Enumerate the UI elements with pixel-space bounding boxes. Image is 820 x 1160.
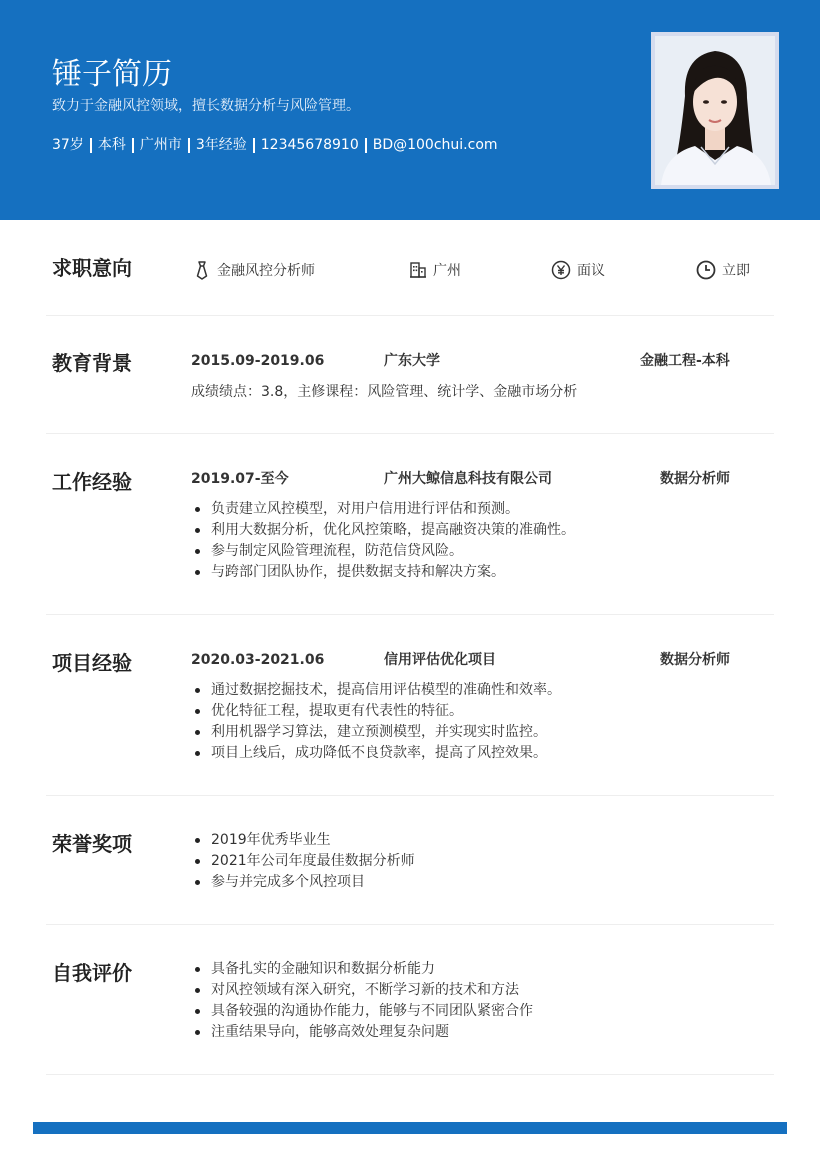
education-major: 金融工程-本科 bbox=[640, 353, 730, 369]
footer-accent-bar bbox=[33, 1122, 787, 1134]
resume-header bbox=[0, 0, 820, 220]
list-item: 对风控领域有深入研究，不断学习新的技术和方法 bbox=[192, 980, 533, 1001]
self-evaluation-section bbox=[46, 925, 774, 1075]
intent-salary bbox=[551, 260, 605, 280]
tie-icon bbox=[193, 260, 211, 280]
city-info: 广州市 bbox=[139, 137, 182, 153]
resume-tagline: 致力于金融风控领域，擅长数据分析与风险管理。 bbox=[52, 98, 360, 114]
clock-icon bbox=[696, 260, 716, 280]
info-separator bbox=[132, 138, 134, 153]
list-item: 负责建立风控模型，对用户信用进行评估和预测。 bbox=[192, 499, 575, 520]
section-title: 求职意向 bbox=[52, 256, 132, 280]
education-section bbox=[46, 316, 774, 434]
yen-icon bbox=[551, 260, 571, 280]
section-title: 项目经验 bbox=[52, 651, 132, 675]
work-duties-list bbox=[192, 499, 575, 583]
list-item: 优化特征工程，提取更有代表性的特征。 bbox=[192, 701, 561, 722]
project-period: 2020.03-2021.06 bbox=[191, 652, 325, 668]
section-title: 工作经验 bbox=[52, 470, 132, 494]
list-item: 注重结果导向，能够高效处理复杂问题 bbox=[192, 1022, 533, 1043]
job-intent-section bbox=[46, 220, 774, 316]
list-item: 具备扎实的金融知识和数据分析能力 bbox=[192, 959, 533, 980]
age-info: 37岁 bbox=[52, 137, 84, 153]
work-section bbox=[46, 434, 774, 615]
info-separator bbox=[253, 138, 255, 153]
project-role: 数据分析师 bbox=[660, 652, 730, 668]
education-school: 广东大学 bbox=[384, 353, 440, 369]
degree-info: 本科 bbox=[97, 137, 126, 153]
experience-info: 3年经验 bbox=[195, 137, 247, 153]
profile-photo bbox=[651, 32, 779, 189]
work-period: 2019.07-至今 bbox=[191, 471, 289, 487]
intent-position-label: 金融风控分析师 bbox=[217, 263, 315, 279]
list-item: 参与制定风险管理流程，防范信贷风险。 bbox=[192, 541, 575, 562]
education-detail: 成绩绩点：3.8，主修课程：风险管理、统计学、金融市场分析 bbox=[191, 384, 578, 400]
intent-availability-label: 立即 bbox=[722, 263, 750, 279]
list-item: 2019年优秀毕业生 bbox=[192, 830, 415, 851]
list-item: 参与并完成多个风控项目 bbox=[192, 872, 415, 893]
list-item: 利用大数据分析，优化风控策略，提高融资决策的准确性。 bbox=[192, 520, 575, 541]
project-section bbox=[46, 615, 774, 796]
intent-availability bbox=[696, 260, 750, 280]
section-title: 荣誉奖项 bbox=[52, 832, 132, 856]
list-item: 2021年公司年度最佳数据分析师 bbox=[192, 851, 415, 872]
work-company: 广州大鲸信息科技有限公司 bbox=[384, 471, 552, 487]
building-icon bbox=[409, 261, 427, 279]
intent-salary-label: 面议 bbox=[577, 263, 605, 279]
section-title: 自我评价 bbox=[52, 961, 132, 985]
self-evaluation-list bbox=[192, 959, 533, 1043]
honors-list bbox=[192, 830, 415, 893]
intent-city bbox=[409, 260, 461, 280]
info-separator bbox=[365, 138, 367, 153]
info-separator bbox=[188, 138, 190, 153]
list-item: 与跨部门团队协作，提供数据支持和解决方案。 bbox=[192, 562, 575, 583]
list-item: 利用机器学习算法，建立预测模型，并实现实时监控。 bbox=[192, 722, 561, 743]
email-info: BD@100chui.com bbox=[372, 137, 498, 153]
intent-city-label: 广州 bbox=[433, 263, 461, 279]
list-item: 项目上线后，成功降低不良贷款率，提高了风控效果。 bbox=[192, 743, 561, 764]
project-duties-list bbox=[192, 680, 561, 764]
phone-info: 12345678910 bbox=[260, 137, 359, 153]
personal-info-line bbox=[52, 135, 498, 155]
info-separator bbox=[90, 138, 92, 153]
project-name: 信用评估优化项目 bbox=[384, 652, 496, 668]
list-item: 通过数据挖掘技术，提高信用评估模型的准确性和效率。 bbox=[192, 680, 561, 701]
education-period: 2015.09-2019.06 bbox=[191, 353, 325, 369]
list-item: 具备较强的沟通协作能力，能够与不同团队紧密合作 bbox=[192, 1001, 533, 1022]
honors-section bbox=[46, 796, 774, 925]
work-role: 数据分析师 bbox=[660, 471, 730, 487]
intent-position bbox=[193, 260, 315, 280]
resume-name: 锤子简历 bbox=[52, 57, 172, 92]
section-title: 教育背景 bbox=[52, 351, 132, 375]
